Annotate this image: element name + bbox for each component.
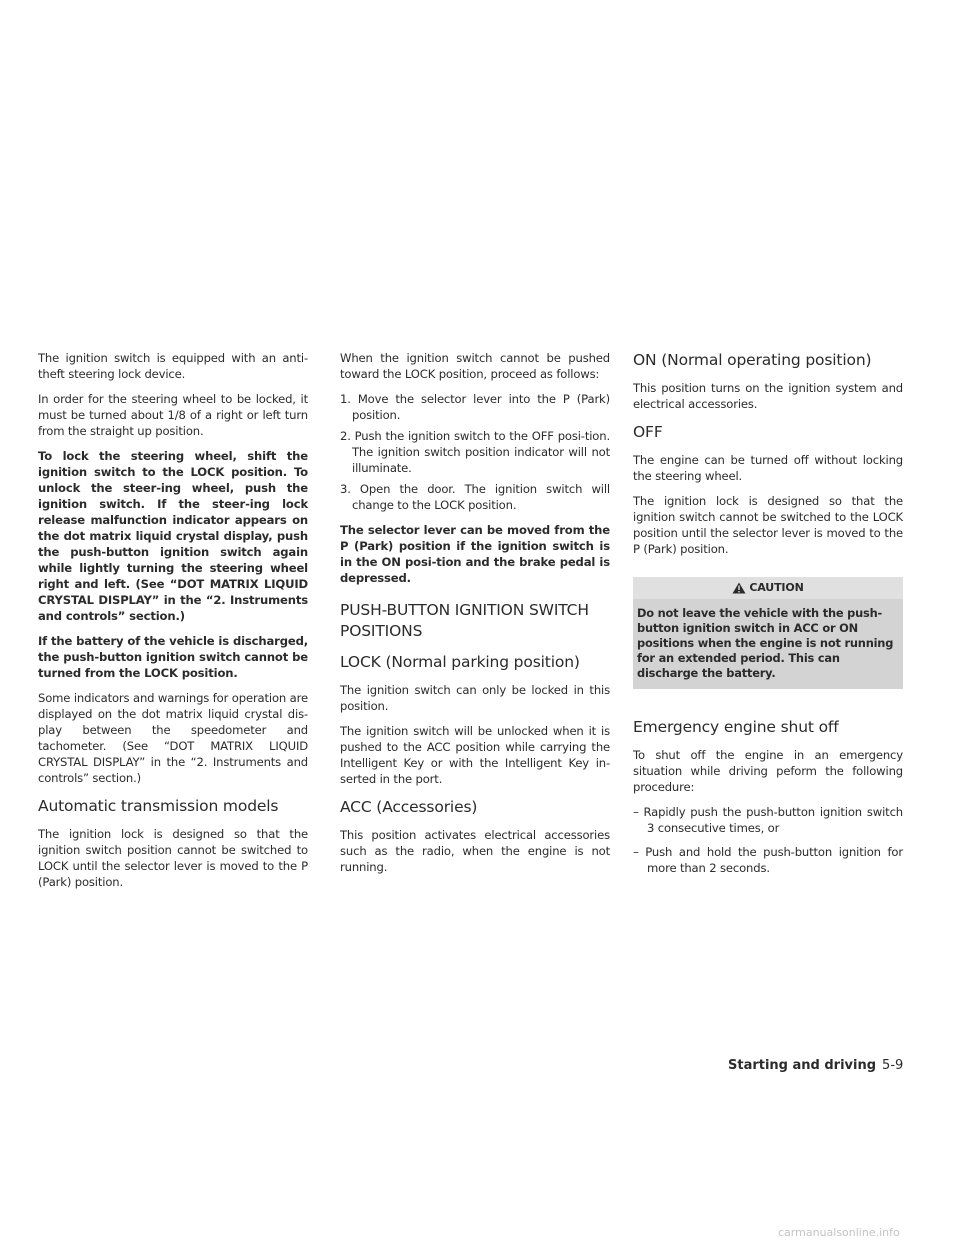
- heading-lock: LOCK (Normal parking position): [340, 653, 580, 671]
- bullet-item: – Rapidly push the push-button ignition switch 3 consecutive times, or: [633, 805, 903, 835]
- procedure-step: 1. Move the selector lever into the P (Park) position.: [340, 392, 610, 422]
- paragraph: The ignition switch will be unlocked when it is pushed to the ACC position while carrying the Intelligent Key or with the Intelligent Key in-serted in the port.: [340, 724, 610, 786]
- paragraph: This position turns on the ignition system and electrical accessories.: [633, 381, 903, 411]
- paragraph-bold: The selector lever can be moved from the P (Park) position if the ignition switch is in the ON posi-tion and the brake pedal is depressed.: [340, 523, 610, 585]
- procedure-bullets: [633, 804, 903, 876]
- paragraph: The ignition lock is designed so that the ignition switch cannot be switched to the LOCK position until the selector lever is moved to the P (Park) position.: [633, 494, 903, 556]
- heading-switch-positions: PUSH-BUTTON IGNITION SWITCH POSITIONS: [340, 601, 589, 640]
- caution-title: CAUTION: [749, 581, 804, 594]
- paragraph: The engine can be turned off without locking the steering wheel.: [633, 453, 903, 483]
- page-footer: [728, 1058, 903, 1073]
- procedure-step: 2. Push the ignition switch to the OFF posi-tion. The ignition switch position indicator will not illuminate.: [340, 429, 610, 475]
- paragraph-bold: If the battery of the vehicle is discharged, the push-button ignition switch cannot be turned from the LOCK position.: [38, 634, 308, 680]
- warning-icon: [732, 582, 746, 594]
- right-column: [633, 350, 903, 884]
- heading-on: ON (Normal operating position): [633, 351, 872, 369]
- paragraph: In order for the steering wheel to be locked, it must be turned about 1/8 of a right or left turn from the straight up position.: [38, 392, 308, 438]
- procedure-steps: [340, 391, 610, 513]
- paragraph: To shut off the engine in an emergency situation while driving peform the following procedure:: [633, 748, 903, 794]
- caution-box: [633, 577, 903, 689]
- procedure-step: 3. Open the door. The ignition switch will change to the LOCK position.: [340, 482, 610, 512]
- heading-automatic-transmission: Automatic transmission models: [38, 797, 279, 815]
- paragraph: Some indicators and warnings for operation are displayed on the dot matrix liquid crystal dis-play between the speedometer and tachometer. (See “DOT MATRIX LIQUID CRYSTAL DISPLAY” in the “2. Instruments and controls” section.): [38, 691, 308, 785]
- middle-column: [340, 350, 610, 884]
- paragraph: The ignition switch is equipped with an anti-theft steering lock device.: [38, 351, 308, 381]
- heading-emergency: Emergency engine shut off: [633, 718, 839, 736]
- caution-text: Do not leave the vehicle with the push-button ignition switch in ACC or ON positions when the engine is not running for an extended period. This can discharge the battery.: [633, 599, 903, 689]
- paragraph: The ignition switch can only be locked in this position.: [340, 683, 610, 713]
- paragraph: This position activates electrical accessories such as the radio, when the engine is not running.: [340, 828, 610, 874]
- heading-off: OFF: [633, 423, 663, 441]
- paragraph: The ignition lock is designed so that the ignition switch position cannot be switched to LOCK until the selector lever is moved to the P (Park) position.: [38, 827, 308, 889]
- paragraph-bold: To lock the steering wheel, shift the ignition switch to the LOCK position. To unlock the steer-ing wheel, push the ignition switch. If the steer-ing lock release malfunction indicator appears on the dot matrix liquid crystal display, push the push-button ignition switch again while lightly turning the steering wheel right and left. (See “DOT MATRIX LIQUID CRYSTAL DISPLAY” in the “2. Instruments and controls” section.): [38, 449, 308, 623]
- caution-header: [633, 577, 903, 599]
- bullet-item: – Push and hold the push-button ignition for more than 2 seconds.: [633, 845, 903, 875]
- paragraph: When the ignition switch cannot be pushed toward the LOCK position, proceed as follows:: [340, 351, 610, 381]
- page-number: 5-9: [882, 1058, 904, 1073]
- heading-acc: ACC (Accessories): [340, 798, 478, 816]
- left-column: [38, 350, 308, 899]
- footer-section-title: Starting and driving: [728, 1058, 877, 1073]
- watermark: carmanualsonline.info: [778, 1226, 900, 1239]
